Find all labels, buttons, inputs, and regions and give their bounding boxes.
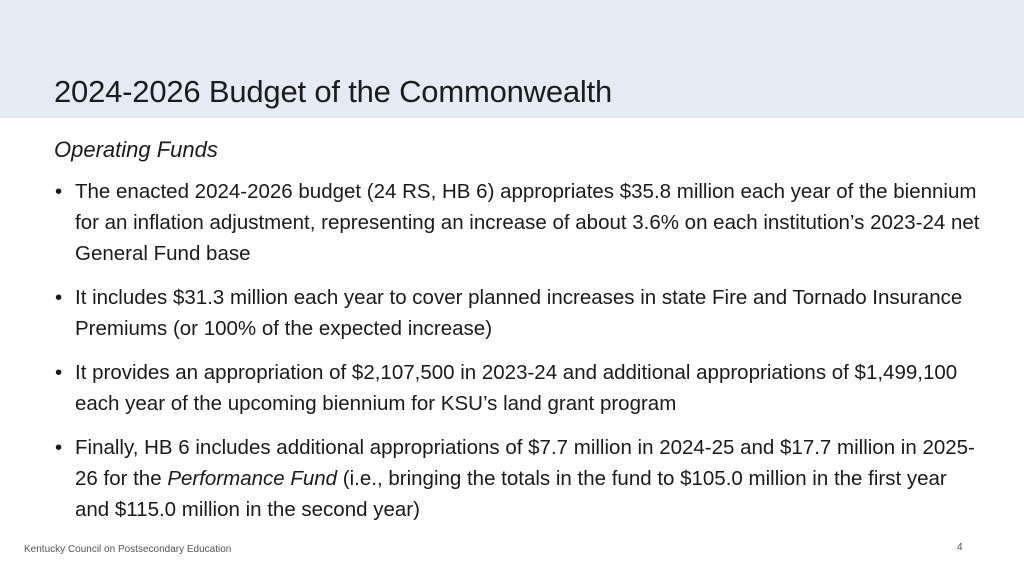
- performance-fund-emphasis: Performance Fund: [167, 467, 338, 490]
- bullet-list: [54, 176, 984, 538]
- bullet-text-start: Finally, HB 6 includes additional appropriations of $7.7 million in 2024-25 and $17.7 million in 2025-26 for the: [75, 436, 975, 490]
- page-number: 4: [957, 542, 963, 553]
- bullet-item: [54, 432, 984, 525]
- bullet-item: • The enacted 2024-2026 budget (24 RS, HB 6) appropriates $35.8 million each year of the biennium for an inflation adjustment, representing an increase of about 3.6% on each institution’s 2023-24 net General Fund base: [54, 176, 984, 269]
- bullet-item: • It includes $31.3 million each year to cover planned increases in state Fire and Tornado Insurance Premiums (or 100% of the expected increase): [54, 282, 984, 344]
- bullet-item: • It provides an appropriation of $2,107,500 in 2023-24 and additional appropriations of $1,499,100 each year of the upcoming biennium for KSU’s land grant program: [54, 357, 984, 419]
- bullet-text-end: (i.e., bringing the totals in the fund to $105.0 million in the first year and $115.0 million in the second year): [75, 467, 947, 521]
- footer-organization: Kentucky Council on Postsecondary Education: [24, 544, 232, 555]
- slide-title: 2024-2026 Budget of the Commonwealth: [54, 74, 613, 109]
- section-subtitle: Operating Funds: [54, 137, 218, 162]
